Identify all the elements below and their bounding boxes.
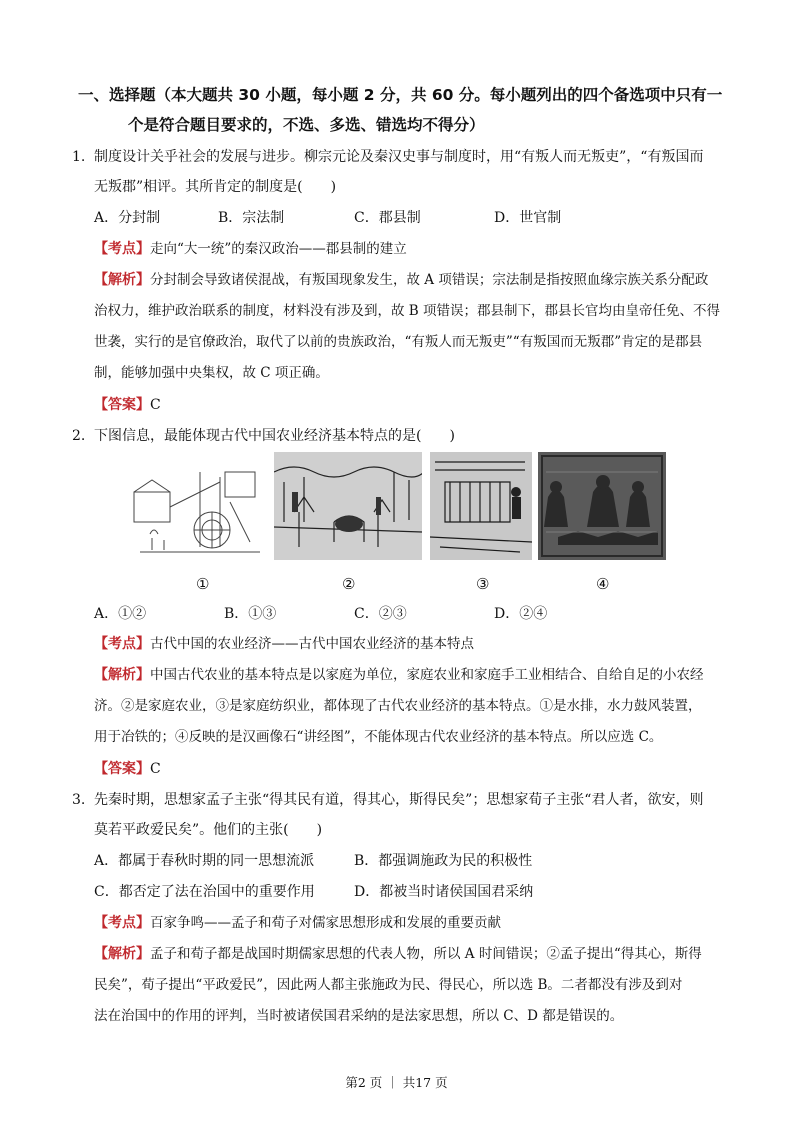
q3-jiexi-line2: 民矣”，荀子提出“平政爱民”，因此两人都主张施政为民、得民心，所以选 B。二者都没有涉及到对 <box>94 977 683 993</box>
q2-answer: 【答案】C <box>94 761 161 777</box>
q3-option-c: C．都否定了法在治国中的重要作用 <box>94 884 315 900</box>
q2-image-3-weaving <box>430 452 532 560</box>
q2-image-1-water-bellows <box>130 452 262 560</box>
q2-jiexi-line2: 济。②是家庭农业，③是家庭纺织业，都体现了古代农业经济的基本特点。①是水排，水力鼓风装置， <box>94 698 702 714</box>
section-heading-line2: 个是符合题目要求的，不选、多选、错选均不得分） <box>128 116 485 134</box>
q1-stem-line2: 无叛郡”相评。其所肯定的制度是( ) <box>94 179 337 195</box>
q1-options <box>0 207 793 227</box>
q3-jiexi-line1: 【解析】孟子和荀子都是战国时期儒家思想的代表人物，所以 A 时间错误；②孟子提出“得其心，斯得 <box>94 946 702 962</box>
section-heading <box>78 80 728 140</box>
q2-options <box>0 603 793 623</box>
page-footer: 第2 页 ｜ 共17 页 <box>345 1075 448 1090</box>
q1-option-a: A．分封制 <box>94 210 161 226</box>
q1-answer: 【答案】C <box>94 397 161 413</box>
q2-caption-3: ③ <box>476 575 490 593</box>
q3-jiexi-line3: 法在治国中的作用的评判，当时被诸侯国君采纳的是法家思想，所以 C、D 都是错误的。 <box>94 1008 624 1024</box>
q2-option-d: D．②④ <box>494 606 548 622</box>
q2-option-c: C．②③ <box>354 606 407 622</box>
q2-jiexi-line3: 用于冶铁的；④反映的是汉画像石“讲经图”，不能体现古代农业经济的基本特点。所以应选 C。 <box>94 729 663 745</box>
stone-relief <box>538 452 666 560</box>
q2-image-2-farming <box>274 452 422 560</box>
q1-jiexi-line1: 【解析】分封制会导致诸侯混战，有叛国现象发生，故 A 项错误；宗法制是指按照血缘宗族关系分配政 <box>94 272 709 288</box>
weaving-woodcut <box>430 452 532 560</box>
q3-option-b: B．都强调施政为民的积极性 <box>354 853 533 869</box>
q3-option-a: A．都属于春秋时期的同一思想流派 <box>94 853 315 869</box>
water-bellows-drawing <box>130 452 262 560</box>
q2-caption-1: ① <box>196 575 210 593</box>
q3-option-d: D．都被当时诸侯国国君采纳 <box>354 884 534 900</box>
section-heading-line1: 一、选择题（本大题共 30 小题，每小题 2 分，共 60 分。每小题列出的四个备选项中只有一 <box>78 86 723 104</box>
q1-jiexi-line2: 治权力，维护政治联系的制度，材料没有涉及到，故 B 项错误；郡县制下，郡县长官均由皇帝任免、不得 <box>94 303 721 319</box>
q1-option-d: D．世官制 <box>494 210 562 226</box>
q2-caption-2: ② <box>342 575 356 593</box>
q1-kaodian: 【考点】走向“大一统”的秦汉政治——郡县制的建立 <box>94 241 407 257</box>
q2-option-b: B．①③ <box>224 606 277 622</box>
q2-jiexi-line1: 【解析】中国古代农业的基本特点是以家庭为单位，家庭农业和家庭手工业相结合、自给自足的小农经 <box>94 667 704 683</box>
q3-stem-line2: 莫若平政爱民矣”。他们的主张( ) <box>94 822 323 838</box>
farming-woodcut <box>274 452 422 560</box>
q1-option-b: B．宗法制 <box>218 210 285 226</box>
q2-stem: 2. 下图信息，最能体现古代中国农业经济基本特点的是( ) <box>72 428 455 444</box>
q1-stem-line1: 1. 制度设计关乎社会的发展与进步。柳宗元论及秦汉史事与制度时，用“有叛人而无叛吏”，“有叛国而 <box>72 149 704 165</box>
q2-caption-4: ④ <box>596 575 610 593</box>
q1-option-c: C．郡县制 <box>354 210 421 226</box>
q1-jiexi-line4: 制，能够加强中央集权，故 C 项正确。 <box>94 365 329 381</box>
q2-image-4-stone-relief <box>538 452 666 560</box>
q2-kaodian: 【考点】古代中国的农业经济——古代中国农业经济的基本特点 <box>94 636 474 652</box>
q3-stem-line1: 3. 先秦时期，思想家孟子主张“得其民有道，得其心，斯得民矣”；思想家荀子主张“君人者，欲安，则 <box>72 792 704 808</box>
q2-image-row <box>130 452 666 562</box>
q3-kaodian: 【考点】百家争鸣——孟子和荀子对儒家思想形成和发展的重要贡献 <box>94 915 501 931</box>
q1-jiexi-line3: 世袭，实行的是官僚政治，取代了以前的贵族政治，“有叛人而无叛吏”“有叛国而无叛郡”肯定的是郡县 <box>94 334 703 350</box>
q2-option-a: A．①② <box>94 606 147 622</box>
